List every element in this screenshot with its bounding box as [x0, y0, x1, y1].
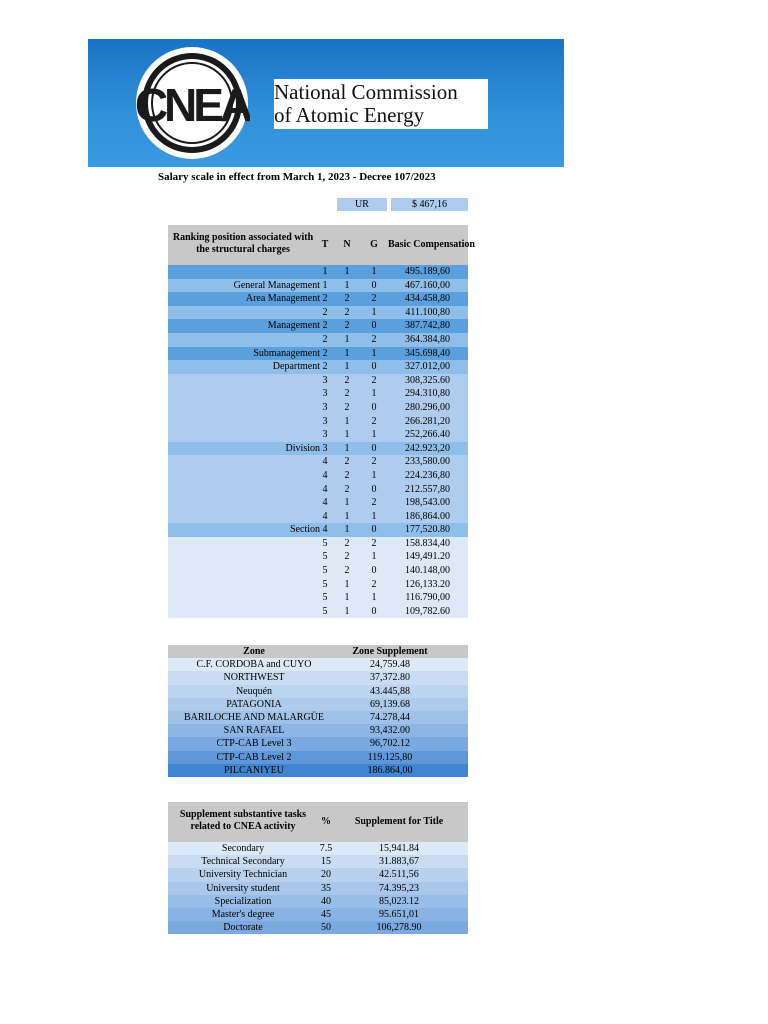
cell-t: 3 — [322, 374, 328, 386]
cell-t: 2 — [322, 320, 328, 332]
task-name: Secondary — [221, 843, 265, 854]
cell-t: 1 — [322, 266, 328, 277]
table-row — [168, 711, 468, 724]
rank-label: General Management — [233, 279, 320, 291]
cell-basic-compensation: 411.100,80 — [405, 306, 450, 318]
header-basic: Basic Compensation — [388, 239, 475, 250]
cell-basic-compensation: 345.698,40 — [405, 347, 450, 359]
cell-basic-compensation: 242.923,20 — [405, 442, 450, 454]
title-supplement-value: 95.651,01 — [379, 908, 419, 920]
table-row — [168, 442, 468, 456]
cell-t: 3 — [322, 401, 328, 413]
title-table-header — [168, 802, 468, 842]
cell-n: 2 — [344, 374, 350, 386]
header-zone: Zone — [243, 646, 265, 657]
cell-g: 1 — [371, 429, 377, 441]
cell-n: 1 — [344, 347, 350, 359]
cell-n: 2 — [344, 483, 350, 495]
zone-name: PILCANIYEU — [224, 764, 284, 776]
cell-g: 2 — [371, 374, 377, 386]
header-rank: Ranking position associated with the structural charges — [172, 232, 314, 255]
zone-supplement-value: 186.864,00 — [367, 764, 413, 776]
zone-supplement-value: 43.445,88 — [370, 685, 410, 697]
cell-n: 2 — [344, 320, 350, 332]
table-row — [168, 685, 468, 698]
salary-table-header — [168, 225, 475, 265]
task-name: University Technician — [198, 869, 288, 881]
cell-g: 0 — [371, 605, 377, 617]
cell-t: 3 — [322, 415, 328, 427]
rank-label: Management — [267, 320, 320, 332]
cell-g: 0 — [371, 442, 377, 454]
title-supplement-value: 74.395,23 — [379, 882, 419, 894]
task-percent: 7.5 — [319, 843, 333, 854]
cell-n: 2 — [344, 456, 350, 468]
table-row — [168, 279, 468, 293]
zone-table — [168, 645, 468, 777]
table-row — [168, 510, 468, 524]
table-row — [168, 265, 468, 279]
rank-label: Division — [285, 442, 320, 454]
cell-n: 1 — [344, 266, 350, 277]
cell-t: 4 — [322, 497, 328, 509]
cell-n: 1 — [344, 510, 350, 522]
table-row — [168, 537, 468, 551]
ur-label: UR — [337, 198, 387, 211]
table-row — [168, 292, 468, 306]
cell-g: 0 — [371, 524, 377, 536]
cell-basic-compensation: 387.742,80 — [405, 320, 450, 332]
table-row — [168, 496, 468, 510]
zone-name: CTP-CAB Level 3 — [216, 738, 292, 750]
table-row — [168, 564, 468, 578]
table-row — [168, 374, 468, 388]
cell-n: 1 — [344, 524, 350, 536]
cell-g: 1 — [371, 306, 377, 318]
task-percent: 35 — [321, 882, 331, 894]
table-row — [168, 908, 468, 921]
table-row — [168, 842, 468, 855]
cell-g: 1 — [371, 469, 377, 481]
table-row — [168, 855, 468, 868]
cell-n: 2 — [344, 293, 350, 305]
cell-g: 1 — [371, 510, 377, 522]
cell-basic-compensation: 364.384,80 — [405, 333, 450, 345]
table-row — [168, 401, 468, 415]
cell-basic-compensation: 116.790,00 — [405, 592, 450, 604]
task-percent: 50 — [321, 922, 331, 934]
task-percent: 40 — [321, 895, 331, 907]
cell-g: 0 — [371, 565, 377, 577]
cell-t: 2 — [322, 361, 328, 373]
cell-basic-compensation: 177,520.80 — [405, 524, 450, 536]
header-n: N — [343, 239, 351, 250]
task-name: Master's degree — [211, 908, 275, 920]
cell-n: 1 — [344, 361, 350, 373]
task-percent: 45 — [321, 908, 331, 920]
table-row — [168, 882, 468, 895]
organization-name — [274, 79, 488, 129]
header-task: Supplement substantive tasks related to CNEA activity — [179, 809, 307, 832]
table-row — [168, 605, 468, 619]
zone-supplement-value: 74.278,44 — [370, 711, 410, 723]
task-name: Technical Secondary — [201, 856, 285, 868]
table-row — [168, 415, 468, 429]
table-row — [168, 360, 468, 374]
cell-basic-compensation: 327.012,00 — [405, 361, 450, 373]
cell-n: 1 — [344, 442, 350, 454]
cell-t: 4 — [322, 483, 328, 495]
cell-basic-compensation: 186,864.00 — [405, 510, 450, 522]
cell-n: 1 — [344, 592, 350, 604]
zone-name: NORTHWEST — [223, 672, 285, 684]
zone-supplement-value: 37,372.80 — [370, 672, 410, 684]
salary-table — [168, 265, 468, 618]
table-row — [168, 319, 468, 333]
cell-g: 1 — [371, 551, 377, 563]
zone-supplement-value: 69,139.68 — [370, 698, 410, 710]
cell-n: 1 — [344, 578, 350, 590]
rank-label: Area Management — [245, 293, 320, 305]
cell-basic-compensation: 467.160,00 — [405, 279, 450, 291]
zone-name: C.F. CORDOBA and CUYO — [196, 659, 312, 671]
table-row — [168, 347, 468, 361]
cell-basic-compensation: 252,266.40 — [405, 429, 450, 441]
cell-t: 3 — [322, 429, 328, 441]
cell-t: 3 — [322, 442, 328, 454]
table-row — [168, 578, 468, 592]
title-supplement-value: 85,023.12 — [379, 895, 419, 907]
table-row — [168, 387, 468, 401]
cell-t: 3 — [322, 388, 328, 400]
cell-basic-compensation: 224.236,80 — [405, 469, 450, 481]
header-title-supplement: Supplement for Title — [354, 816, 444, 827]
cell-g: 2 — [371, 497, 377, 509]
cell-basic-compensation: 126,133.20 — [405, 578, 450, 590]
cell-n: 2 — [344, 565, 350, 577]
org-name-line-2: of Atomic Energy — [274, 103, 425, 127]
cell-n: 2 — [344, 551, 350, 563]
cell-g: 0 — [371, 361, 377, 373]
cell-t: 4 — [322, 524, 328, 536]
zone-supplement-value: 93,432.00 — [370, 725, 410, 737]
title-supplement-value: 42.511,56 — [379, 869, 419, 881]
cell-t: 5 — [322, 578, 328, 590]
logo-text: CNEA — [134, 79, 250, 131]
cell-g: 0 — [371, 483, 377, 495]
cell-basic-compensation: 149,491.20 — [405, 551, 450, 563]
cell-basic-compensation: 212.557,80 — [405, 483, 450, 495]
cell-n: 1 — [344, 415, 350, 427]
table-row — [168, 751, 468, 764]
cell-basic-compensation: 280.296,00 — [405, 401, 450, 413]
zone-name: CTP-CAB Level 2 — [216, 751, 292, 763]
table-row — [168, 483, 468, 497]
rank-label: Department — [272, 361, 320, 373]
cell-n: 1 — [344, 279, 350, 291]
table-row — [168, 306, 468, 320]
cell-g: 2 — [371, 537, 377, 549]
task-percent: 20 — [321, 869, 331, 881]
header-zone-supplement: Zone Supplement — [352, 646, 428, 657]
table-row — [168, 764, 468, 777]
ur-row — [337, 198, 468, 211]
cell-n: 2 — [344, 388, 350, 400]
task-name: Doctorate — [223, 922, 263, 934]
cell-g: 0 — [371, 279, 377, 291]
table-row — [168, 737, 468, 750]
title-table — [168, 842, 468, 934]
cell-g: 0 — [371, 320, 377, 332]
rank-label: Submanagement — [253, 347, 320, 359]
cell-n: 2 — [344, 537, 350, 549]
table-row — [168, 428, 468, 442]
title-supplement-value: 31.883,67 — [379, 856, 419, 868]
cell-basic-compensation: 294.310,80 — [405, 388, 450, 400]
ur-value: $ 467,16 — [391, 198, 468, 211]
cell-n: 2 — [344, 401, 350, 413]
cell-t: 5 — [322, 605, 328, 617]
cell-g: 2 — [371, 333, 377, 345]
page-title: Salary scale in effect from March 1, 2023 - Decree 107/2023 — [158, 171, 436, 183]
cell-t: 2 — [322, 333, 328, 345]
zone-name: Neuquén — [235, 685, 273, 697]
cell-t: 5 — [322, 592, 328, 604]
cell-n: 1 — [344, 497, 350, 509]
table-row — [168, 895, 468, 908]
cell-n: 1 — [344, 605, 350, 617]
cell-n: 1 — [344, 429, 350, 441]
cell-n: 2 — [344, 306, 350, 318]
cell-g: 1 — [371, 592, 377, 604]
cell-t: 5 — [322, 551, 328, 563]
cell-n: 2 — [344, 469, 350, 481]
task-name: University student — [206, 882, 280, 894]
cell-t: 2 — [322, 293, 328, 305]
table-row — [168, 698, 468, 711]
zone-supplement-value: 24,759.48 — [370, 659, 410, 671]
table-row — [168, 724, 468, 737]
zone-name: BARILOCHE AND MALARGÜE — [184, 711, 324, 723]
cell-basic-compensation: 109,782.60 — [405, 605, 450, 617]
zone-supplement-value: 119.125,80 — [367, 751, 413, 763]
table-row — [168, 921, 468, 934]
cell-basic-compensation: 233,580.00 — [405, 456, 450, 468]
cell-basic-compensation: 140.148,00 — [405, 565, 450, 577]
table-row — [168, 550, 468, 564]
cell-g: 2 — [371, 293, 377, 305]
table-row — [168, 455, 468, 469]
cell-g: 1 — [371, 266, 377, 277]
zone-supplement-value: 96,702.12 — [370, 738, 410, 750]
title-supplement-value: 106,278.90 — [376, 922, 422, 934]
table-row — [168, 333, 468, 347]
cell-g: 2 — [371, 456, 377, 468]
rank-label: Section — [290, 524, 320, 536]
cell-t: 5 — [322, 537, 328, 549]
zone-table-header — [168, 645, 468, 658]
zone-name: PATAGONIA — [226, 698, 282, 710]
cell-basic-compensation: 495.189,60 — [405, 266, 450, 277]
header-banner — [88, 39, 564, 167]
table-row — [168, 591, 468, 605]
org-name-line-1: National Commission — [274, 80, 458, 104]
cell-g: 2 — [371, 415, 377, 427]
cell-basic-compensation: 198,543.00 — [405, 497, 450, 509]
task-name: Specialization — [214, 895, 272, 907]
cell-basic-compensation: 158.834,40 — [405, 537, 450, 549]
cell-n: 1 — [344, 333, 350, 345]
cell-g: 2 — [371, 578, 377, 590]
cell-t: 4 — [322, 456, 328, 468]
header-g: G — [370, 239, 378, 250]
cell-t: 1 — [322, 279, 328, 291]
header-t: T — [321, 239, 329, 250]
cell-t: 4 — [322, 469, 328, 481]
cell-basic-compensation: 434.458,80 — [405, 293, 450, 305]
cell-basic-compensation: 266.281,20 — [405, 415, 450, 427]
task-percent: 15 — [321, 856, 331, 868]
table-row — [168, 523, 468, 537]
cnea-logo-icon — [134, 45, 250, 161]
title-supplement-value: 15,941.84 — [379, 843, 419, 854]
cell-g: 1 — [371, 347, 377, 359]
table-row — [168, 868, 468, 881]
table-row — [168, 658, 468, 671]
header-pct: % — [321, 816, 331, 827]
cell-t: 4 — [322, 510, 328, 522]
table-row — [168, 671, 468, 684]
table-row — [168, 469, 468, 483]
cell-t: 2 — [322, 306, 328, 318]
cell-t: 2 — [322, 347, 328, 359]
cell-basic-compensation: 308,325.60 — [405, 374, 450, 386]
cell-g: 0 — [371, 401, 377, 413]
cell-g: 1 — [371, 388, 377, 400]
cell-t: 5 — [322, 565, 328, 577]
zone-name: SAN RAFAEL — [223, 725, 285, 737]
